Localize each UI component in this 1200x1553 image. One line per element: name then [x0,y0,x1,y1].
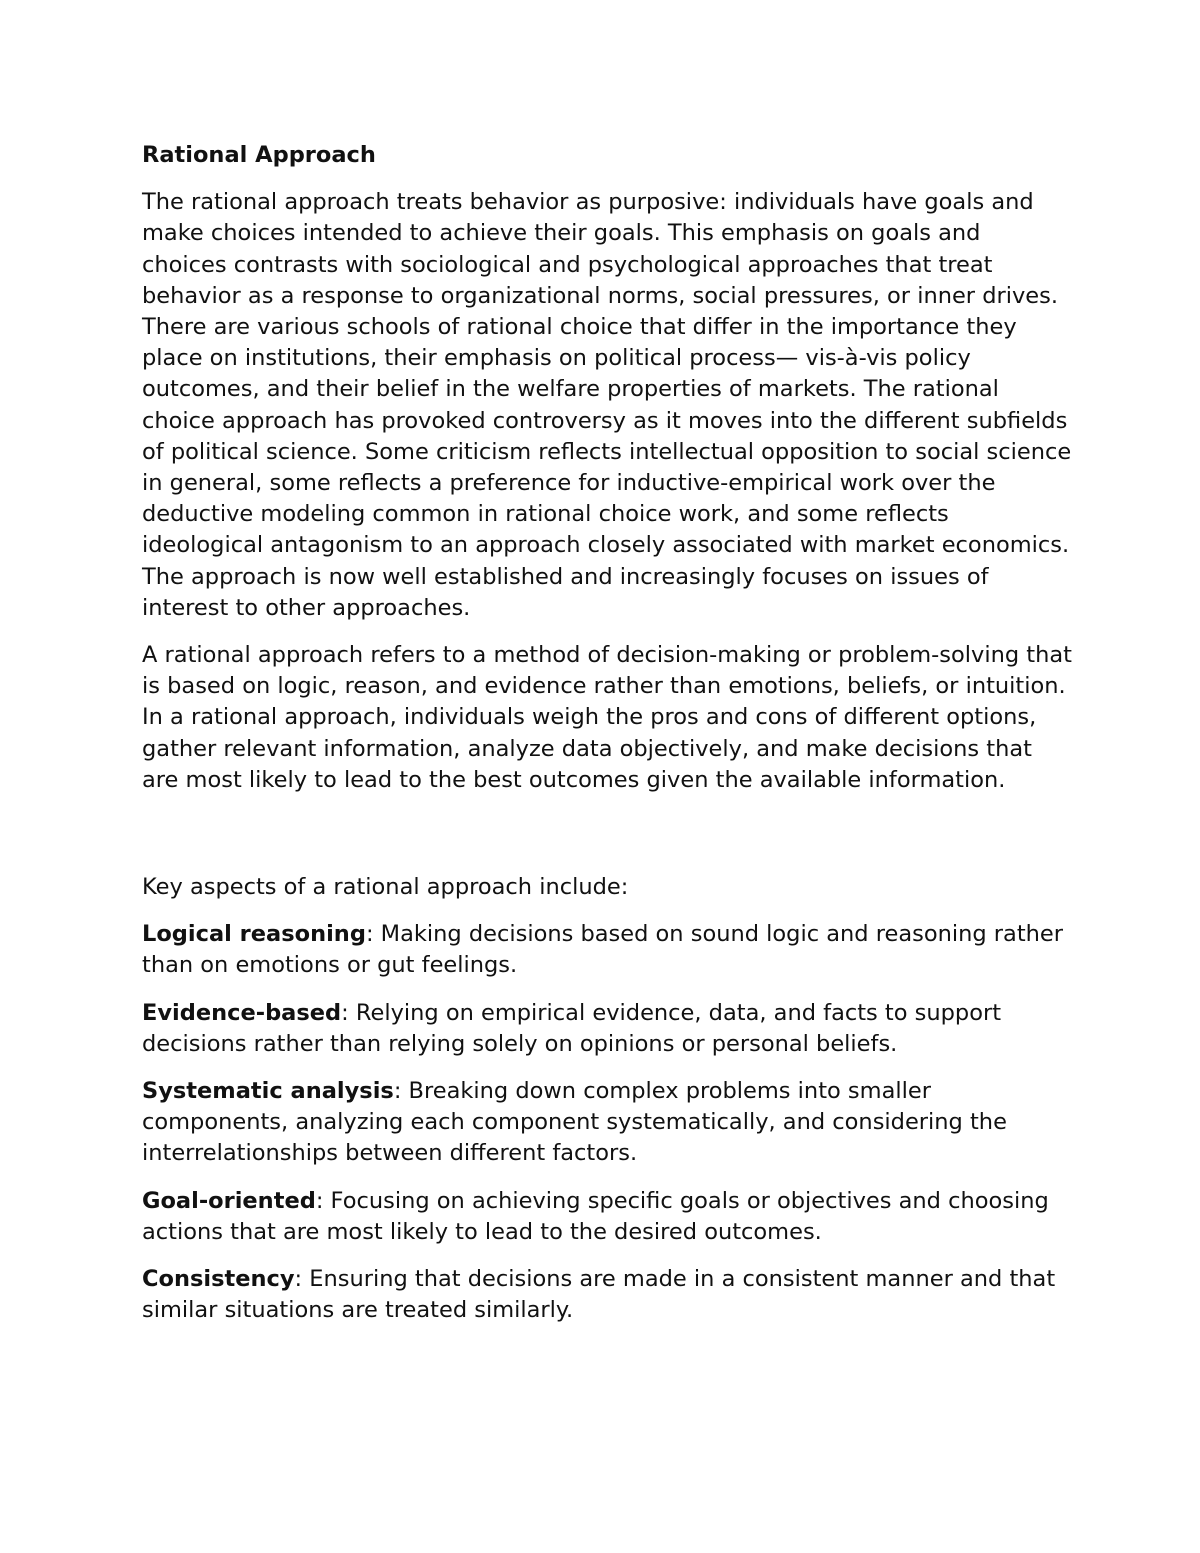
aspect-description: : Relying on empirical evidence, data, and facts to support decisions rather than relying solely on opinions or personal beliefs. [142,999,1002,1057]
aspect-description: : Ensuring that decisions are made in a consistent manner and that similar situations are treated similarly. [142,1266,1056,1324]
paragraph-rational-definition: A rational approach refers to a method of decision-making or problem-solving that is based on logic, reason, and evidence rather than emotions, beliefs, or intuition. In a rational approach, individuals weigh the pros and cons of different options, gather relevant information, analyze data objectively, and make decisions that are most likely to lead to the best outcomes given the available information. [142,642,1072,793]
aspect-term: Consistency [142,1266,295,1293]
aspects-intro: Key aspects of a rational approach include: [142,874,629,901]
aspect-term: Systematic analysis [142,1078,394,1105]
paragraph-rational-choice: The rational approach treats behavior as purposive: individuals have goals and make choices intended to achieve their goals. This emphasis on goals and choices contrasts with sociological and psychological approaches that treat behavior as a response to organizational norms, social pressures, or inner drives. There are various schools of rational choice that differ in the importance they place on institutions, their emphasis on political process— vis-à-vis policy outcomes, and their belief in the welfare properties of markets. The rational choice approach has provoked controversy as it moves into the different subfields of political science. Some criticism reflects intellectual opposition to social science in general, some reflects a preference for inductive-empirical work over the deductive modeling common in rational choice work, and some reflects ideological antagonism to an approach closely associated with market economics. The approach is now well established and increasingly focuses on issues of interest to other approaches. [142,189,1072,621]
aspect-item-systematic-analysis [142,1076,1072,1170]
aspect-description: : Focusing on achieving specific goals or objectives and choosing actions that are most likely to lead to the desired outcomes. [142,1187,1049,1245]
aspect-term: Evidence-based [142,999,342,1026]
aspect-description: : Making decisions based on sound logic and reasoning rather than on emotions or gut feelings. [142,921,1064,979]
aspect-description: : Breaking down complex problems into smaller components, analyzing each component systematically, and considering the interrelationships between different factors. [142,1078,1007,1167]
aspect-item-consistency [142,1264,1072,1326]
document-title: Rational Approach [142,142,376,168]
aspect-item-evidence-based [142,998,1072,1060]
aspect-item-goal-oriented [142,1186,1072,1248]
aspect-term: Logical reasoning [142,921,366,948]
blank-space [142,812,1072,872]
aspect-item-logical-reasoning [142,919,1072,981]
aspect-term: Goal-oriented [142,1187,316,1214]
document-page [142,140,1072,1343]
